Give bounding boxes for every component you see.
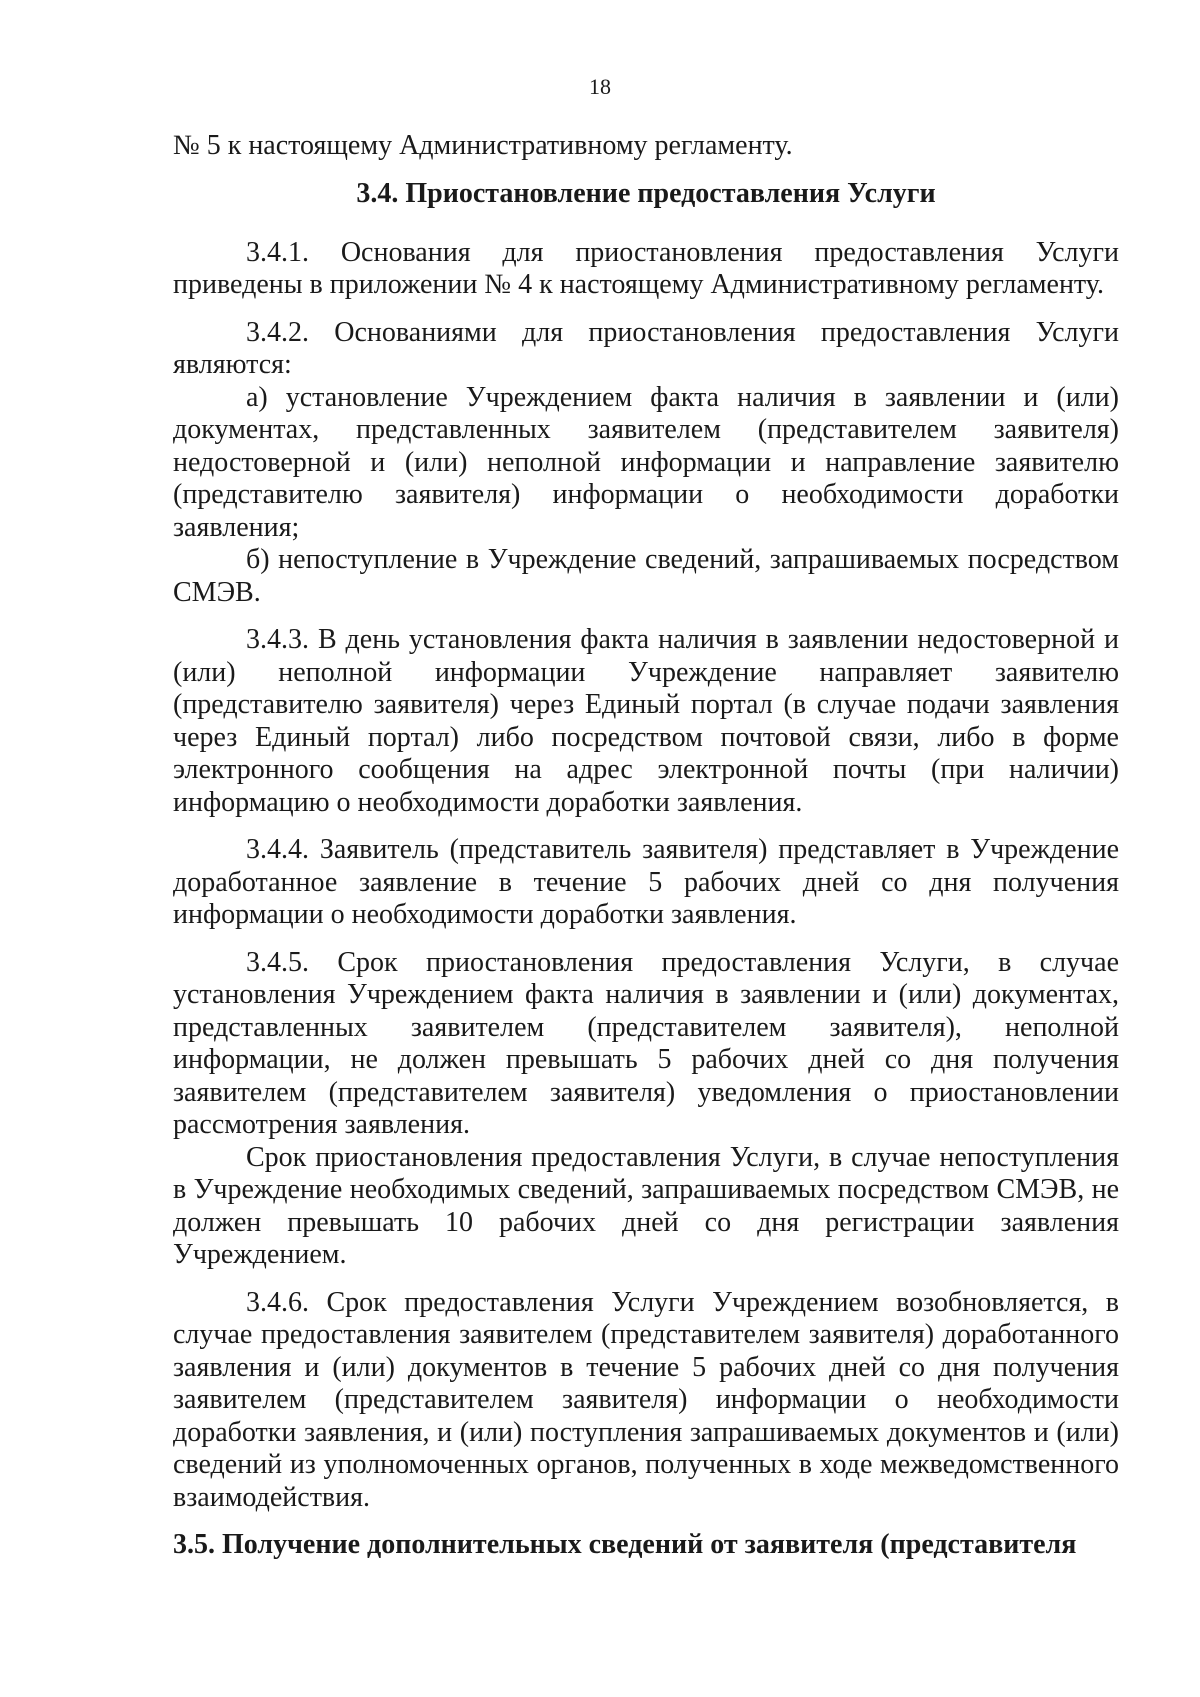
paragraph-3-4-5: 3.4.5. Срок приостановления предоставления Услуги, в случае установления Учреждением факта наличия в заявлении и (или) документах, представленных заявителем (представителем заявителя), неполной информации, не должен превышать 5 рабочих дней со дня получения заявителем (представителем заявителя) уведомления о приостановлении рассмотрения заявления. xyxy=(173,946,1119,1140)
page-number: 18 xyxy=(589,74,611,99)
intro-line: № 5 к настоящему Административному регламенту. xyxy=(173,130,793,161)
paragraph-3-4-2: 3.4.2. Основаниями для приостановления предоставления Услуги являются: xyxy=(173,316,1119,380)
paragraph-3-4-4: 3.4.4. Заявитель (представитель заявителя) представляет в Учреждение доработанное заявление в течение 5 рабочих дней со дня получения информации о необходимости доработки заявления. xyxy=(173,834,1119,930)
paragraph-3-4-2-b: б) непоступление в Учреждение сведений, запрашиваемых посредством СМЭВ. xyxy=(173,544,1119,608)
paragraph-3-4-6: 3.4.6. Срок предоставления Услуги Учреждением возобновляется, в случае предоставления заявителем (представителем заявителя) доработанного заявления и (или) документов в течение 5 рабочих дней со дня получения заявителем (представителем заявителя) информации о необходимости доработки заявления, и (или) поступления запрашиваемых документов и (или) сведений из уполномоченных органов, полученных в ходе межведомственного взаимодействия. xyxy=(173,1286,1119,1513)
document-body xyxy=(173,130,1119,1561)
paragraph-3-4-2-a: а) установление Учреждением факта наличия в заявлении и (или) документах, представленных заявителем (представителем заявителя) недостоверной и (или) неполной информации и направление заявителю (представителю заявителя) информации о необходимости доработки заявления; xyxy=(173,381,1119,543)
paragraph-3-4-5-b: Срок приостановления предоставления Услуги, в случае непоступления в Учреждение необходимых сведений, запрашиваемых посредством СМЭВ, не должен превышать 10 рабочих дней со дня регистрации заявления Учреждением. xyxy=(173,1141,1119,1270)
paragraph-3-4-3: 3.4.3. В день установления факта наличия в заявлении недостоверной и (или) неполной информации Учреждение направляет заявителю (представителю заявителя) через Единый портал (в случае подачи заявления через Единый портал) либо посредством почтовой связи, либо в форме электронного сообщения на адрес электронной почты (при наличии) информацию о необходимости доработки заявления. xyxy=(173,624,1119,818)
section-heading-3-5: 3.5. Получение дополнительных сведений от заявителя (представителя xyxy=(173,1529,1077,1560)
section-heading-3-4: 3.4. Приостановление предоставления Услуги xyxy=(356,177,936,209)
paragraph-3-4-1: 3.4.1. Основания для приостановления предоставления Услуги приведены в приложении № 4 к настоящему Административному регламенту. xyxy=(173,236,1119,300)
